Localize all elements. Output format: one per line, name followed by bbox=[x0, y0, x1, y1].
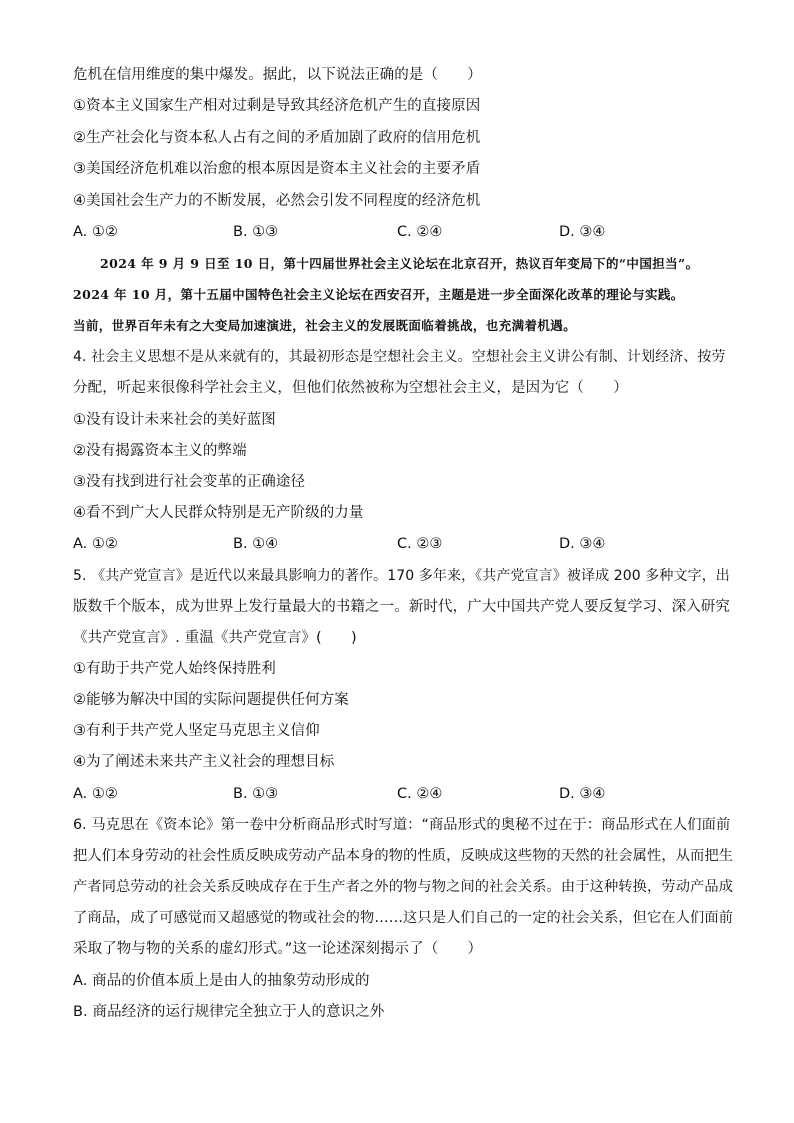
material-line-3: 当前，世界百年未有之大变局加速演进，社会主义的发展既面临着挑战，也充满着机遇。 bbox=[73, 318, 577, 333]
q5-option-b[interactable]: B. ①③ bbox=[233, 786, 279, 802]
q5-item-4: ④为了阐述未来共产主义社会的理想目标 bbox=[73, 754, 335, 770]
q5-stem-line-2: 版数千个版本，成为世界上发行量最大的书籍之一。新时代，广大中国共产党人要反复学习、深入研究 bbox=[73, 599, 730, 615]
q4-option-c[interactable]: C. ②③ bbox=[397, 536, 443, 552]
q6-stem-line-1: 6. 马克思在《资本论》第一卷中分析商品形式时写道：“商品形式的奥秘不过在于：商品形式在人们面前 bbox=[73, 817, 731, 833]
q4-item-2: ②没有揭露资本主义的弊端 bbox=[73, 443, 247, 459]
q6-choice-b[interactable]: B. 商品经济的运行规律完全独立于人的意识之外 bbox=[73, 1004, 385, 1020]
q3-options bbox=[73, 222, 733, 242]
q5-item-1: ①有助于共产党人始终保持胜利 bbox=[73, 661, 276, 677]
q3-item-1: ①资本主义国家生产相对过剩是导致其经济危机产生的直接原因 bbox=[73, 98, 481, 114]
q3-option-a[interactable]: A. ①② bbox=[73, 224, 118, 240]
q4-options bbox=[73, 534, 733, 554]
q5-option-a[interactable]: A. ①② bbox=[73, 786, 118, 802]
q4-stem-line-2: 分配，听起来很像科学社会主义，但他们依然被称为空想社会主义，是因为它（ ） bbox=[73, 380, 628, 396]
q5-stem-line-1: 5. 《共产党宣言》是近代以来最具影响力的著作。170 多年来，《共产党宣言》被译成 200 多种文字，出 bbox=[73, 568, 730, 584]
q4-item-3: ③没有找到进行社会变革的正确途径 bbox=[73, 474, 306, 490]
q3-option-d[interactable]: D. ③④ bbox=[559, 224, 606, 240]
q3-option-b[interactable]: B. ①③ bbox=[233, 224, 279, 240]
q5-item-3: ③有利于共产党人坚定马克思主义信仰 bbox=[73, 723, 320, 739]
q6-stem-line-2: 把人们本身劳动的社会性质反映成劳动产品本身的物的性质，反映成这些物的天然的社会属性，从而把生 bbox=[73, 848, 734, 864]
q5-option-d[interactable]: D. ③④ bbox=[559, 786, 606, 802]
q4-option-a[interactable]: A. ①② bbox=[73, 536, 118, 552]
q5-item-2: ②能够为解决中国的实际问题提供任何方案 bbox=[73, 692, 349, 708]
q4-option-d[interactable]: D. ③④ bbox=[559, 536, 606, 552]
q3-item-2: ②生产社会化与资本私人占有之间的矛盾加剧了政府的信用危机 bbox=[73, 130, 481, 146]
q5-options bbox=[73, 784, 733, 804]
q3-item-3: ③美国经济危机难以治愈的根本原因是资本主义社会的主要矛盾 bbox=[73, 161, 481, 177]
q6-stem-line-3: 产者同总劳动的社会关系反映成存在于生产者之外的物与物之间的社会关系。由于这种转换，劳动产品成 bbox=[73, 879, 734, 895]
q5-stem-line-3: 《共产党宣言》. 重温《共产党宣言》( ) bbox=[73, 630, 357, 646]
material-line-2: 2024 年 10 月，第十五届中国特色社会主义论坛在西安召开，主题是进一步全面深化改革的理论与实践。 bbox=[73, 287, 684, 302]
q4-item-1: ①没有设计未来社会的美好蓝图 bbox=[73, 412, 276, 428]
q4-item-4: ④看不到广大人民群众特别是无产阶级的力量 bbox=[73, 505, 364, 521]
material-line-1: 2024 年 9 月 9 日至 10 日，第十四届世界社会主义论坛在北京召开，热议百年变局下的“中国担当”。 bbox=[100, 256, 699, 271]
q3-option-c[interactable]: C. ②④ bbox=[397, 224, 443, 240]
q6-choice-a[interactable]: A. 商品的价值本质上是由人的抽象劳动形成的 bbox=[73, 973, 370, 989]
q6-stem-line-5: 采取了物与物的关系的虚幻形式。”这一论述深刻揭示了（ ） bbox=[73, 941, 483, 957]
q6-stem-line-4: 了商品，成了可感觉而又超感觉的物或社会的物……这只是人们自己的一定的社会关系，但它在人们面前 bbox=[73, 910, 734, 926]
q4-stem-line-1: 4. 社会主义思想不是从来就有的，其最初形态是空想社会主义。空想社会主义讲公有制、计划经济、按劳 bbox=[73, 349, 726, 365]
q5-option-c[interactable]: C. ②④ bbox=[397, 786, 443, 802]
q3-item-4: ④美国社会生产力的不断发展，必然会引发不同程度的经济危机 bbox=[73, 193, 481, 209]
q3-stem: 危机在信用维度的集中爆发。据此，以下说法正确的是（ ） bbox=[73, 67, 482, 83]
q4-option-b[interactable]: B. ①④ bbox=[233, 536, 279, 552]
